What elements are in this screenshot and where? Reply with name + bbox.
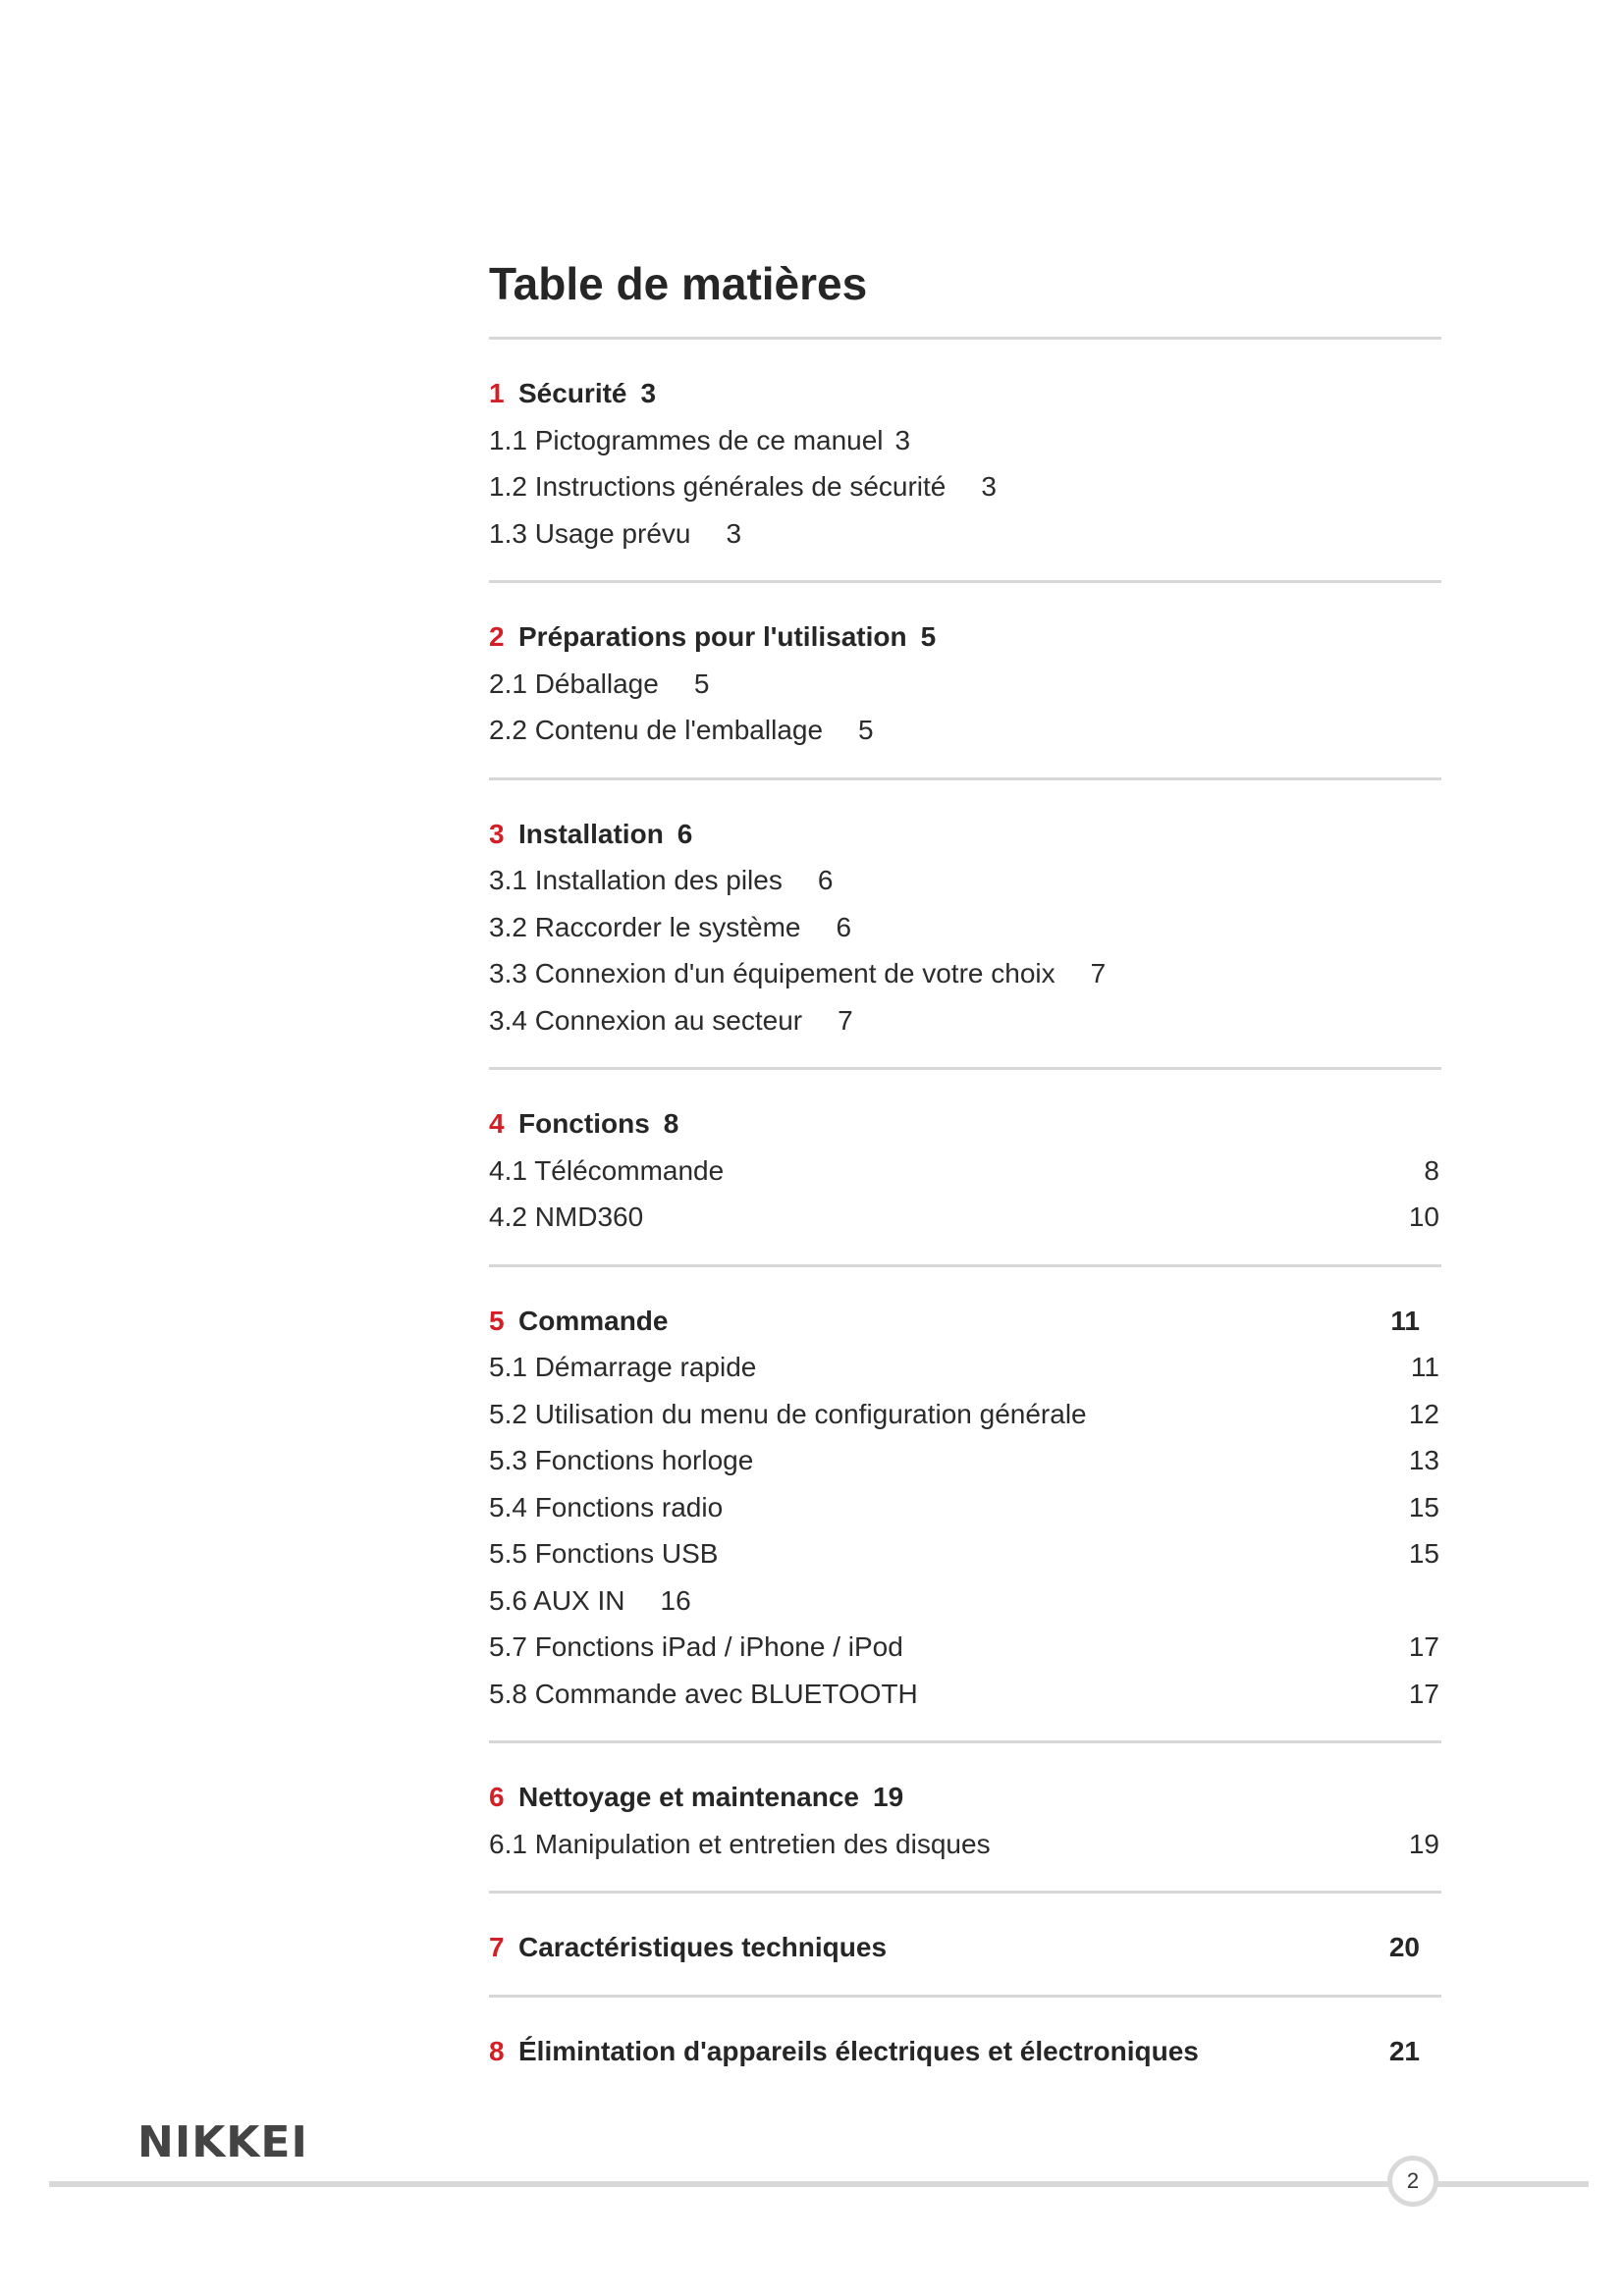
section-label: Caractéristiques techniques xyxy=(518,1932,888,1962)
toc-section-3 xyxy=(489,780,1441,1068)
toc-section-7 xyxy=(489,1894,1441,1995)
entry-label: 5.2 Utilisation du menu de configuration générale xyxy=(489,1398,1087,1429)
toc-section-6 xyxy=(489,1743,1441,1891)
section-page: 6 xyxy=(677,818,693,849)
toc-entry[interactable] xyxy=(489,997,1441,1044)
section-number: 8 xyxy=(489,2035,505,2066)
toc-entry[interactable] xyxy=(489,1194,1441,1241)
entry-page: 6 xyxy=(817,865,834,895)
toc-section-8 xyxy=(489,1998,1441,2099)
entry-page: 3 xyxy=(894,424,911,455)
table-of-contents xyxy=(489,253,1441,2098)
toc-heading[interactable] xyxy=(489,614,1441,661)
toc-entry[interactable] xyxy=(489,1437,1441,1484)
entry-label: 5.4 Fonctions radio xyxy=(489,1491,724,1522)
entry-page: 3 xyxy=(726,517,742,549)
section-number: 2 xyxy=(489,621,505,652)
toc-section-1 xyxy=(489,340,1441,580)
toc-entry[interactable] xyxy=(489,1148,1441,1195)
entry-label: 6.1 Manipulation et entretien des disques xyxy=(489,1828,991,1859)
entry-label: 5.5 Fonctions USB xyxy=(489,1538,719,1569)
toc-heading[interactable] xyxy=(489,1298,1441,1345)
entry-page: 15 xyxy=(1408,1491,1439,1522)
section-number: 6 xyxy=(489,1782,505,1812)
section-label: Nettoyage et maintenance xyxy=(518,1782,859,1812)
toc-heading[interactable] xyxy=(489,370,1441,417)
section-number: 1 xyxy=(489,378,505,408)
entry-page: 5 xyxy=(693,667,710,699)
entry-page: 16 xyxy=(660,1584,691,1616)
section-page: 11 xyxy=(1390,1305,1420,1336)
toc-heading[interactable] xyxy=(489,1774,1441,1821)
toc-entry[interactable] xyxy=(489,1484,1441,1531)
section-number: 3 xyxy=(489,818,505,849)
toc-entry[interactable] xyxy=(489,1530,1441,1577)
section-page: 21 xyxy=(1388,2035,1420,2066)
toc-entry[interactable] xyxy=(489,1344,1441,1391)
entry-label: 5.1 Démarrage rapide xyxy=(489,1352,757,1382)
entry-label: 5.8 Commande avec BLUETOOTH xyxy=(489,1678,918,1709)
entry-page: 10 xyxy=(1408,1201,1439,1232)
toc-section-5 xyxy=(489,1267,1441,1741)
entry-page: 17 xyxy=(1408,1678,1439,1709)
entry-page: 19 xyxy=(1408,1828,1439,1859)
entry-label: 1.2 Instructions générales de sécurité xyxy=(489,471,947,502)
toc-entry[interactable] xyxy=(489,1391,1441,1438)
brand-logo xyxy=(137,2117,308,2167)
toc-section-2 xyxy=(489,583,1441,777)
entry-page: 12 xyxy=(1408,1398,1439,1429)
entry-page: 11 xyxy=(1410,1352,1439,1382)
toc-entry[interactable] xyxy=(489,1671,1441,1718)
entry-page: 7 xyxy=(1090,958,1107,988)
entry-page: 7 xyxy=(838,1004,853,1036)
section-page: 20 xyxy=(1388,1932,1420,1962)
section-number: 7 xyxy=(489,1932,505,1962)
entry-label: 5.6 AUX IN xyxy=(489,1584,625,1616)
entry-label: 1.3 Usage prévu xyxy=(489,517,691,549)
toc-heading[interactable] xyxy=(489,1924,1441,1971)
toc-entry[interactable] xyxy=(489,1624,1441,1671)
entry-label: 3.2 Raccorder le système xyxy=(489,911,801,942)
entry-label: 3.1 Installation des piles xyxy=(489,865,783,895)
entry-label: 3.3 Connexion d'un équipement de votre choix xyxy=(489,958,1056,988)
toc-heading[interactable] xyxy=(489,811,1441,858)
section-label: Fonctions xyxy=(518,1108,650,1139)
toc-entry[interactable] xyxy=(489,463,1441,510)
entry-label: 5.3 Fonctions horloge xyxy=(489,1445,754,1475)
section-page: 8 xyxy=(663,1108,679,1139)
toc-entry[interactable] xyxy=(489,857,1441,904)
toc-section-4 xyxy=(489,1070,1441,1264)
entry-label: 2.1 Déballage xyxy=(489,667,659,699)
entry-label: 1.1 Pictogrammes de ce manuel xyxy=(489,424,884,455)
toc-entry[interactable] xyxy=(489,904,1441,951)
entry-page: 15 xyxy=(1408,1538,1439,1569)
page-title: Table de matières xyxy=(489,258,868,309)
entry-label: 5.7 Fonctions iPad / iPhone / iPod xyxy=(489,1631,903,1662)
section-page: 19 xyxy=(873,1782,904,1812)
toc-entry[interactable] xyxy=(489,1821,1441,1868)
section-page: 3 xyxy=(640,378,657,408)
entry-page: 8 xyxy=(1424,1154,1439,1186)
entry-label: 3.4 Connexion au secteur xyxy=(489,1004,803,1036)
section-page: 5 xyxy=(920,621,937,652)
toc-entry[interactable] xyxy=(489,1577,1441,1625)
toc-entry[interactable] xyxy=(489,510,1441,558)
toc-entry[interactable] xyxy=(489,950,1441,997)
entry-page: 3 xyxy=(981,471,997,502)
section-label: Installation xyxy=(518,818,664,849)
toc-entry[interactable] xyxy=(489,707,1441,754)
page-number-badge: 2 xyxy=(1387,2156,1438,2207)
entry-page: 5 xyxy=(858,715,874,745)
section-number: 4 xyxy=(489,1108,505,1139)
section-label: Élimintation d'appareils électriques et électroniques xyxy=(518,2035,1199,2066)
section-label: Commande xyxy=(518,1305,669,1336)
footer-divider xyxy=(49,2181,1589,2187)
section-label: Préparations pour l'utilisation xyxy=(518,621,907,652)
section-label: Sécurité xyxy=(518,378,627,408)
brand-logo-text: NIKKEI xyxy=(137,2117,308,2167)
toc-entry[interactable] xyxy=(489,661,1441,708)
entry-page: 13 xyxy=(1408,1445,1439,1475)
toc-heading[interactable] xyxy=(489,1100,1441,1148)
entry-page: 6 xyxy=(836,911,852,942)
entry-label: 2.2 Contenu de l'emballage xyxy=(489,715,824,745)
entry-label: 4.1 Télécommande xyxy=(489,1154,725,1186)
entry-label: 4.2 NMD360 xyxy=(489,1201,644,1232)
toc-heading[interactable] xyxy=(489,2028,1441,2075)
section-number: 5 xyxy=(489,1305,505,1336)
toc-entry[interactable] xyxy=(489,417,1441,464)
entry-page: 17 xyxy=(1408,1631,1439,1662)
